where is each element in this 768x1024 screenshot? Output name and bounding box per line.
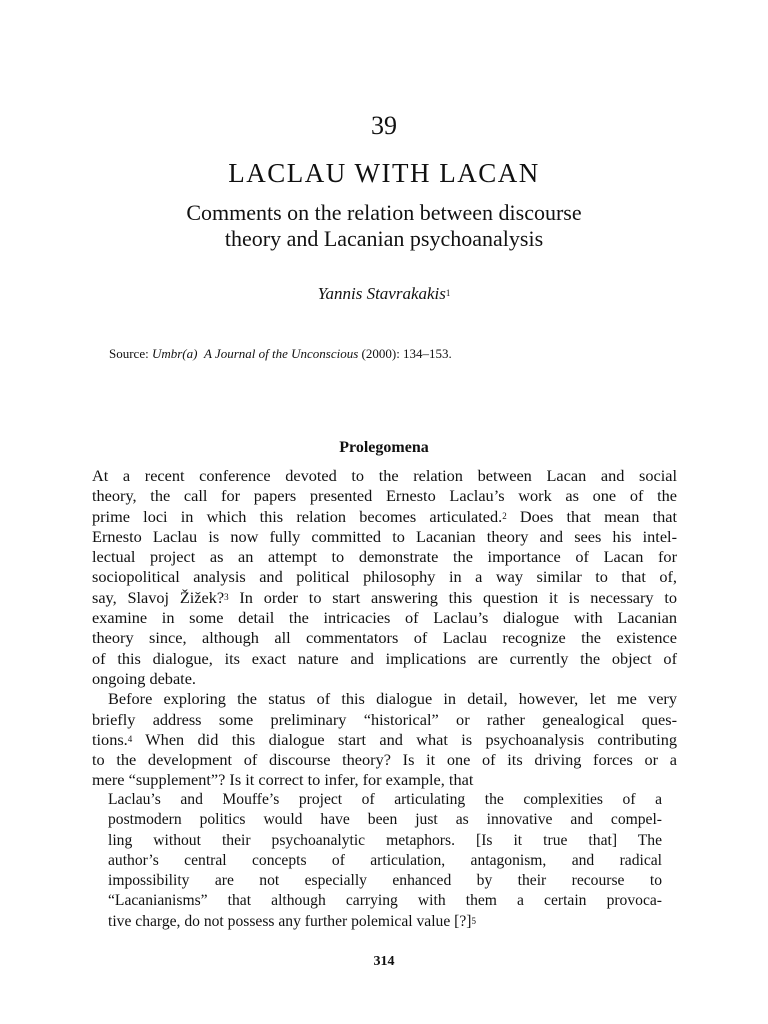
line-text: say, Slavoj Žižek? bbox=[92, 587, 225, 607]
text-line bbox=[92, 507, 677, 527]
source-label: Source: bbox=[109, 346, 149, 361]
block-quote bbox=[108, 790, 662, 932]
text-line: impossibility are not especially enhanced by their recourse to bbox=[108, 872, 662, 890]
line-text: Does that mean that bbox=[506, 506, 678, 526]
text-line: “Lacanianisms” that although carrying with them a certain provoca- bbox=[108, 892, 662, 910]
text-line: mere “supplement”? Is it correct to infer, for example, that bbox=[92, 770, 474, 790]
line-text: tions. bbox=[92, 729, 128, 749]
text-line: author’s central concepts of articulation, antagonism, and radical bbox=[108, 851, 662, 869]
footnote-marker: 2 bbox=[502, 510, 507, 521]
text-line: Ernesto Laclau is now fully committed to Lacanian theory and sees his intel- bbox=[92, 526, 677, 546]
text-line: theory, the call for papers presented Ernesto Laclau’s work as one of the bbox=[92, 486, 677, 506]
text-line: to the development of discourse theory? Is it one of its driving forces or a bbox=[92, 750, 677, 770]
text-line: of this dialogue, its exact nature and implications are currently the object of bbox=[92, 648, 677, 668]
author-text: Yannis Stavrakakis bbox=[317, 284, 446, 303]
line-text: prime loci in which this relation becomes articulated. bbox=[92, 506, 503, 526]
author-name bbox=[0, 283, 768, 305]
text-line: postmodern politics would have been just as innovative and compel- bbox=[108, 811, 662, 829]
footnote-marker: 4 bbox=[127, 733, 133, 744]
text-line: theory since, although all commentators of Laclau recognize the existence bbox=[92, 628, 677, 648]
footnote-marker: 5 bbox=[471, 915, 476, 926]
chapter-title: LACLAU WITH LACAN bbox=[228, 158, 540, 188]
author-footnote-marker: 1 bbox=[445, 288, 451, 298]
source-citation bbox=[109, 345, 669, 362]
text-line bbox=[108, 912, 662, 932]
paragraph-1 bbox=[92, 466, 677, 689]
page-number: 314 bbox=[373, 954, 395, 969]
text-line bbox=[92, 730, 677, 750]
chapter-number: 39 bbox=[371, 111, 397, 140]
text-line: Before exploring the status of this dialogue in detail, however, let me very bbox=[108, 689, 677, 709]
line-text: In order to start answering this question it is necessary to bbox=[228, 587, 677, 607]
text-line: lectual project as an attempt to demonstrate the importance of Lacan for bbox=[92, 547, 677, 567]
paragraph-2 bbox=[92, 689, 677, 790]
text-line: Laclau’s and Mouffe’s project of articulating the complexities of a bbox=[108, 791, 662, 808]
journal-name-part1: Umbr(a) bbox=[151, 346, 198, 361]
text-line: At a recent conference devoted to the relation between Lacan and social bbox=[92, 466, 677, 485]
subtitle-line-2: theory and Lacanian psychoanalysis bbox=[224, 226, 544, 251]
line-text: tive charge, do not possess any further polemical value [?] bbox=[108, 912, 472, 930]
subtitle-line-1: Comments on the relation between discourse bbox=[186, 200, 582, 225]
text-line bbox=[92, 588, 677, 608]
text-line: briefly address some preliminary “historical” or rather genealogical ques- bbox=[92, 709, 677, 729]
footnote-marker: 3 bbox=[224, 591, 229, 602]
text-line: examine in some detail the intricacies of Laclau’s dialogue with Lacanian bbox=[92, 608, 677, 628]
text-line: sociopolitical analysis and political philosophy in a way similar to that of, bbox=[92, 567, 677, 587]
chapter-subtitle bbox=[0, 200, 768, 252]
source-details: (2000): 134–153. bbox=[361, 346, 452, 361]
line-text: When did this dialogue start and what is psychoanalysis contributing bbox=[132, 729, 677, 749]
text-line: ling without their psychoanalytic metaphors. [Is it true that] The bbox=[108, 831, 662, 849]
section-heading: Prolegomena bbox=[339, 439, 429, 456]
text-line: ongoing debate. bbox=[92, 668, 196, 688]
body-text bbox=[92, 466, 677, 791]
journal-name-part2: A Journal of the Unconscious bbox=[203, 346, 359, 361]
